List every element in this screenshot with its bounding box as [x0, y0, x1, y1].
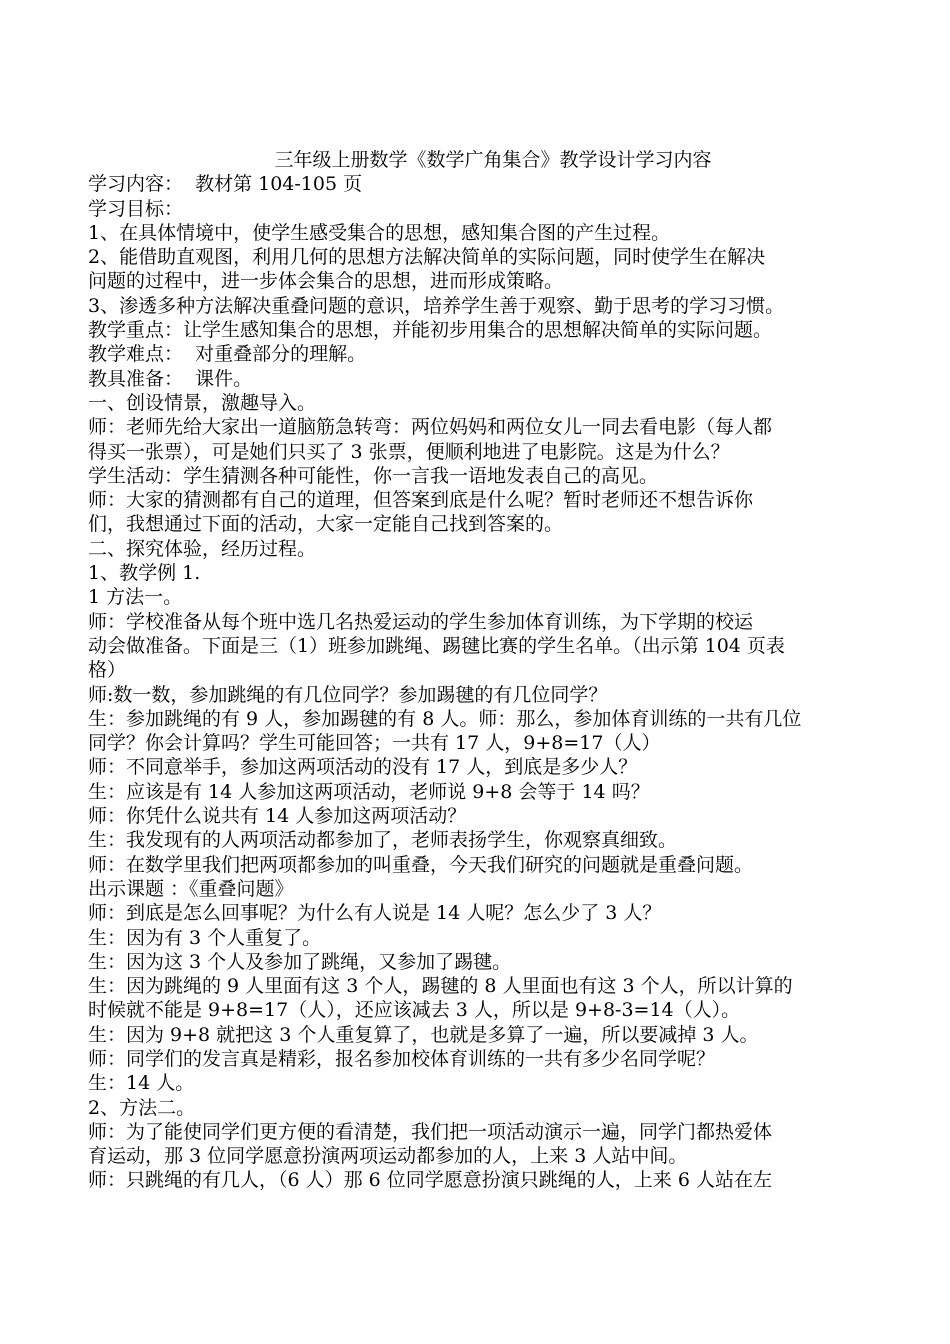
text-line: 们，我想通过下面的活动，大家一定能自己找到答案的。: [88, 513, 564, 536]
text-line: 师：在数学里我们把两项都参加的叫重叠，今天我们研究的问题就是重叠问题。: [88, 853, 754, 876]
text-line: 师：为了能使同学们更方便的看清楚，我们把一项活动演示一遍，同学门都热爱体: [88, 1120, 773, 1143]
text-line: 时候就不能是 9+8=17（人），还应该减去 3 人，所以是 9+8-3=14（人）。: [88, 999, 741, 1022]
text-line: 生：14 人。: [88, 1072, 195, 1095]
text-line: 生：因为有 3 个人重复了。: [88, 926, 322, 949]
text-line: 学习内容： 教材第 104-105 页: [88, 173, 363, 196]
text-line: 教学重点：让学生感知集合的思想，并能初步用集合的思想解决简单的实际问题。: [88, 319, 773, 342]
text-line: 师：老师先给大家出一道脑筋急转弯：两位妈妈和两位女儿一同去看电影（每人都: [88, 416, 773, 439]
text-line: 生：因为 9+8 就把这 3 个人重复算了，也就是多算了一遍，所以要减掉 3 人。: [88, 1023, 759, 1046]
document-title: 三年级上册数学《数学广角集合》教学设计学习内容: [274, 149, 712, 171]
text-line: 格）: [88, 659, 127, 682]
text-line: 师:数一数，参加跳绳的有几位同学？参加踢毽的有几位同学？: [88, 683, 608, 706]
text-line: 问题的过程中，进一步体会集合的思想，进而形成策略。: [88, 270, 564, 293]
text-line: 生：应该是有 14 人参加这两项活动，老师说 9+8 会等于 14 吗？: [88, 780, 650, 803]
text-line: 教具准备： 课件。: [88, 367, 253, 390]
document-page: [88, 148, 878, 1193]
text-line: 师：学校准备从每个班中选几名热爱运动的学生参加体育训练，为下学期的校运: [88, 610, 754, 633]
text-line: 师：到底是怎么回事呢？为什么有人说是 14 人呢？怎么少了 3 人？: [88, 902, 662, 925]
text-line: 同学？你会计算吗？学生可能回答；一共有 17 人，9+8=17（人）: [88, 732, 661, 755]
text-line: 1、教学例 1.: [88, 562, 201, 585]
text-line: 师：只跳绳的有几人，（6 人）那 6 位同学愿意扮演只跳绳的人，上来 6 人站在左: [88, 1169, 772, 1192]
text-line: 生：因为跳绳的 9 人里面有这 3 个人，踢毽的 8 人里面也有这 3 个人，所以计算的: [88, 975, 793, 998]
text-line: 学习目标：: [88, 197, 184, 220]
text-line: 师：你凭什么说共有 14 人参加这两项活动？: [88, 805, 467, 828]
text-line: 动会做准备。下面是三（1）班参加跳绳、踢毽比赛的学生名单。（出示第 104 页表: [88, 634, 785, 657]
text-line: 1、在具体情境中，使学生感受集合的思想，感知集合图的产生过程。: [88, 221, 671, 244]
text-line: 教学难点： 对重叠部分的理解。: [88, 343, 367, 366]
text-line: 生：因为这 3 个人及参加了跳绳，又参加了踢毽。: [88, 950, 512, 973]
text-line: 师：不同意举手，参加这两项活动的没有 17 人，到底是多少人？: [88, 756, 638, 779]
text-line: 育运动，那 3 位同学愿意扮演两项运动都参加的人，上来 3 人站中间。: [88, 1145, 688, 1168]
text-line: 得买一张票），可是她们只买了 3 张票，便顺利地进了电影院。这是为什么？: [88, 440, 730, 463]
text-line: 生：我发现有的人两项活动都参加了，老师表扬学生，你观察真细致。: [88, 829, 678, 852]
text-line: 学生活动：学生猜测各种可能性，你一言我一语地发表自己的高见。: [88, 464, 659, 487]
text-line: 1 方法一。: [88, 586, 183, 609]
text-line: 出示课题 ：《重叠问题》: [88, 877, 294, 900]
text-line: 一、创设情景，激趣导入。: [88, 391, 317, 414]
text-line: 2、能借助直观图，利用几何的思想方法解决简单的实际问题，同时使学生在解决: [88, 246, 766, 269]
text-line: 2、方法二。: [88, 1096, 196, 1119]
text-line: 师：同学们的发言真是精彩，报名参加校体育训练的一共有多少名同学呢？: [88, 1047, 716, 1070]
document-body: [88, 172, 878, 1192]
text-line: 二、探究体验，经历过程。: [88, 537, 317, 560]
text-line: 生：参加跳绳的有 9 人，参加踢毽的有 8 人。师：那么，参加体育训练的一共有几位: [88, 707, 802, 730]
text-line: 3、渗透多种方法解决重叠问题的意识，培养学生善于观察、勤于思考的学习习惯。: [88, 294, 785, 317]
text-line: 师：大家的猜测都有自己的道理，但答案到底是什么呢？暂时老师还不想告诉你: [88, 489, 754, 512]
